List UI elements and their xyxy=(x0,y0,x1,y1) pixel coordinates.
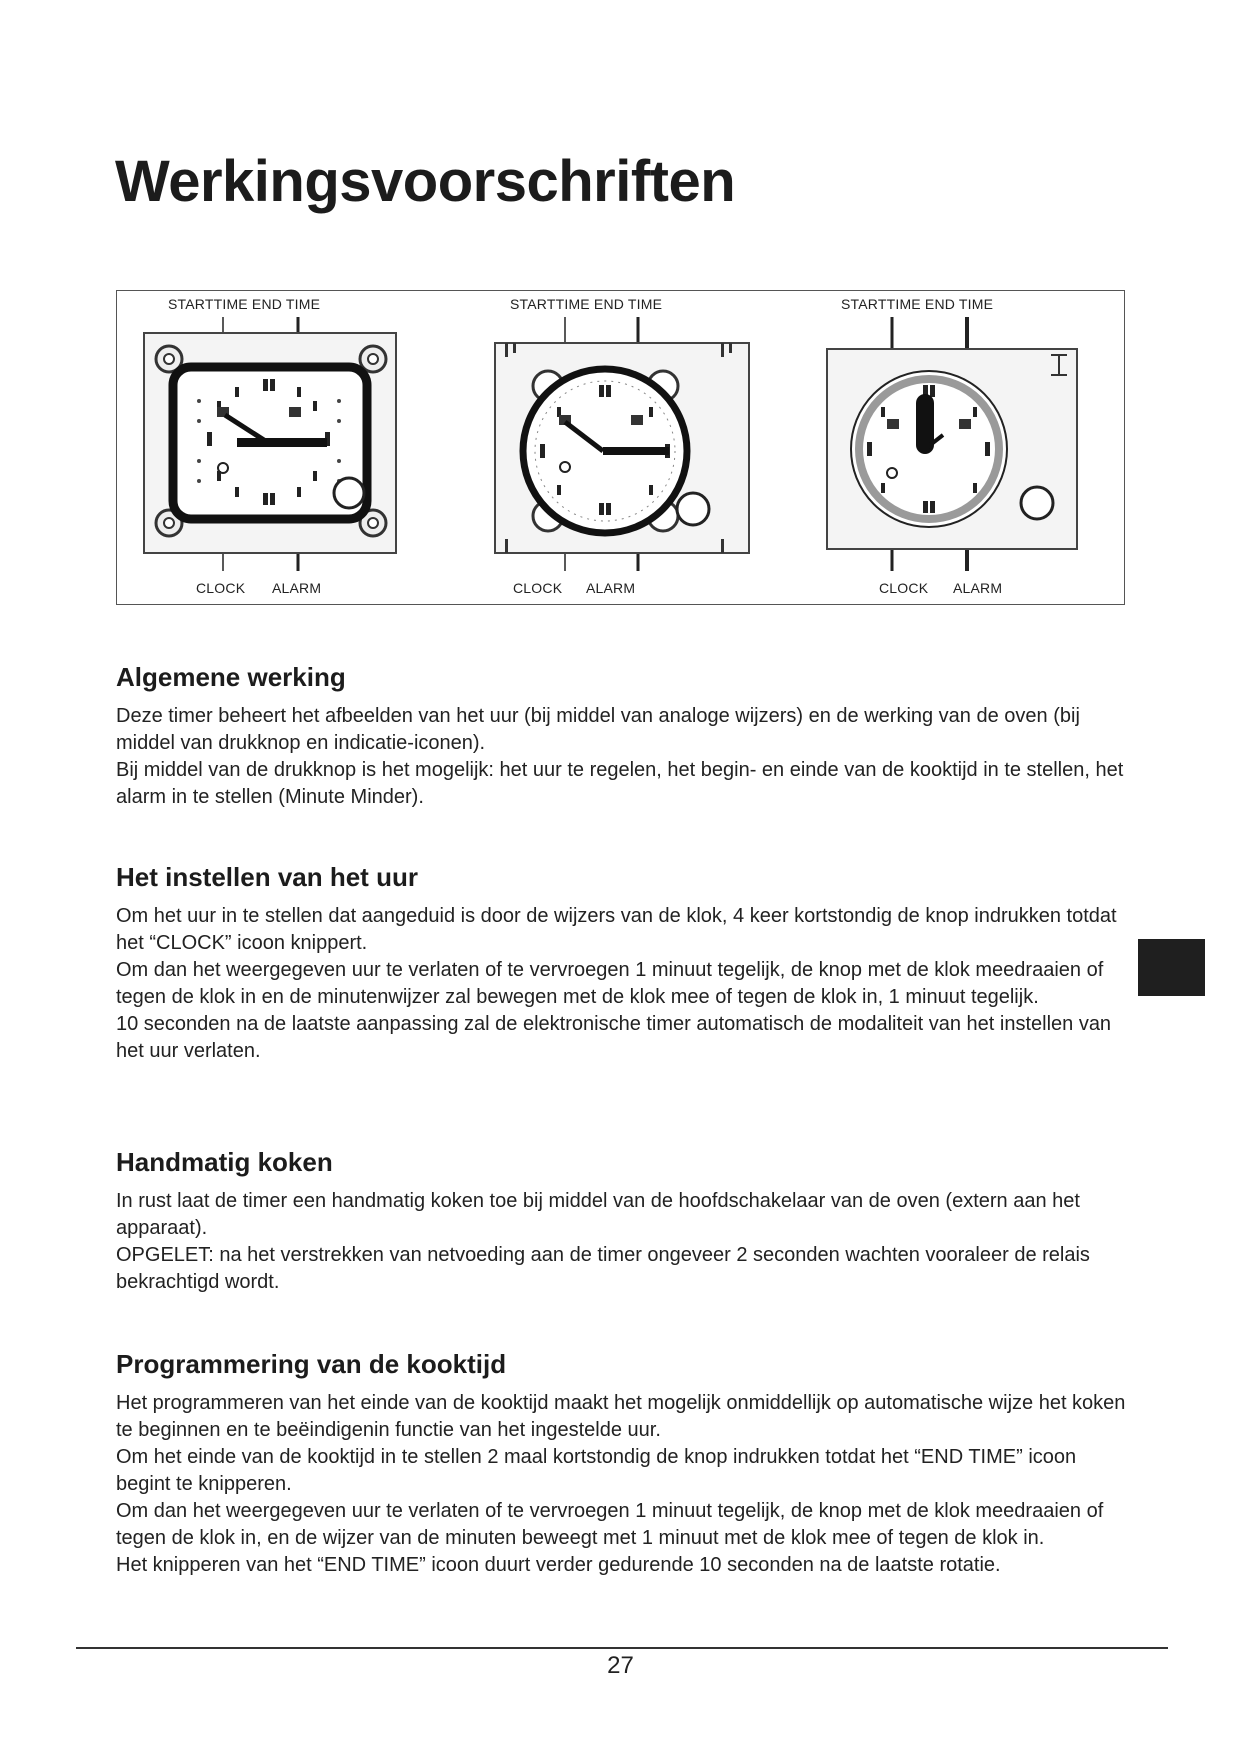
top-indicator-labels: STARTTIME END TIME xyxy=(510,296,663,312)
section-general xyxy=(116,662,1136,811)
paragraph: Om dan het weergegeven uur te verlaten of te vervroegen 1 minuut tegelijk, de knop met de klok meedraaien of tegen de klok in, en de wijzer van de minuten beweegt met 1 minuut met de klok mee of tegen de klok in. xyxy=(116,1500,1104,1549)
paragraph: Bij middel van de drukknop is het mogelijk: het uur te regelen, het begin- en einde van de kooktijd in te stellen, het alarm in te stellen (Minute Minder). xyxy=(116,759,1124,808)
paragraph: Het programmeren van het einde van de kooktijd maakt het mogelijk onmiddellijk op automatische wijze het koken te beginnen en te beëindigenin functie van het ingestelde uur. xyxy=(116,1392,1126,1441)
top-indicator-labels: STARTTIME END TIME xyxy=(841,296,994,312)
alarm-label: ALARM xyxy=(586,580,636,596)
timer-diagram-ring xyxy=(789,291,1125,604)
alarm-label: ALARM xyxy=(272,580,322,596)
round-clock-drawing xyxy=(453,291,789,604)
timer-diagram-figure xyxy=(116,290,1125,605)
timer-diagram-square xyxy=(117,291,453,604)
paragraph: Het knipperen van het “END TIME” icoon duurt verder gedurende 10 seconden na de laatste rotatie. xyxy=(116,1554,1001,1576)
paragraph: 10 seconden na de laatste aanpassing zal de elektronische timer automatisch de modaliteit van het instellen van het uur verlaten. xyxy=(116,1013,1112,1062)
section-heading: Algemene werking xyxy=(116,662,346,692)
footer-divider xyxy=(76,1647,1168,1649)
page-number: 27 xyxy=(607,1652,634,1679)
square-clock-drawing xyxy=(117,291,453,604)
paragraph: OPGELET: na het verstrekken van netvoeding aan de timer ongeveer 2 seconden wachten vooraleer de relais bekrachtigd wordt. xyxy=(116,1244,1090,1293)
page-title: Werkingsvoorschriften xyxy=(115,149,736,214)
paragraph: Om het einde van de kooktijd in te stellen 2 maal kortstondig de knop indrukken totdat het “END TIME” icoon begint te knipperen. xyxy=(116,1446,1077,1495)
paragraph: Om dan het weergegeven uur te verlaten of te vervroegen 1 minuut tegelijk, de knop met de klok meedraaien of tegen de klok in en de minutenwijzer zal bewegen met de klok mee of tegen de klok in, 1 minuut tegelijk. xyxy=(116,959,1104,1008)
section-heading: Het instellen van het uur xyxy=(116,862,418,892)
ring-clock-drawing xyxy=(789,291,1125,604)
alarm-label: ALARM xyxy=(953,580,1003,596)
clock-label: CLOCK xyxy=(513,580,563,596)
top-indicator-labels: STARTTIME END TIME xyxy=(168,296,321,312)
paragraph: In rust laat de timer een handmatig koken toe bij middel van de hoofdschakelaar van de oven (extern aan het apparaat). xyxy=(116,1190,1080,1239)
section-manual-cooking xyxy=(116,1147,1136,1296)
clock-label: CLOCK xyxy=(879,580,929,596)
chapter-tab-marker xyxy=(1138,939,1205,996)
timer-diagram-round xyxy=(453,291,789,604)
section-heading: Programmering van de kooktijd xyxy=(116,1349,507,1379)
paragraph: Deze timer beheert het afbeelden van het uur (bij middel van analoge wijzers) en de werking van de oven (bij middel van drukknop en indicatie-iconen). xyxy=(116,705,1080,754)
section-cooking-program xyxy=(116,1349,1136,1579)
clock-label: CLOCK xyxy=(196,580,246,596)
paragraph: Om het uur in te stellen dat aangeduid is door de wijzers van de klok, 4 keer kortstondig de knop indrukken totdat het “CLOCK” icoon knippert. xyxy=(116,905,1117,954)
section-set-clock xyxy=(116,862,1136,1065)
section-heading: Handmatig koken xyxy=(116,1147,333,1177)
